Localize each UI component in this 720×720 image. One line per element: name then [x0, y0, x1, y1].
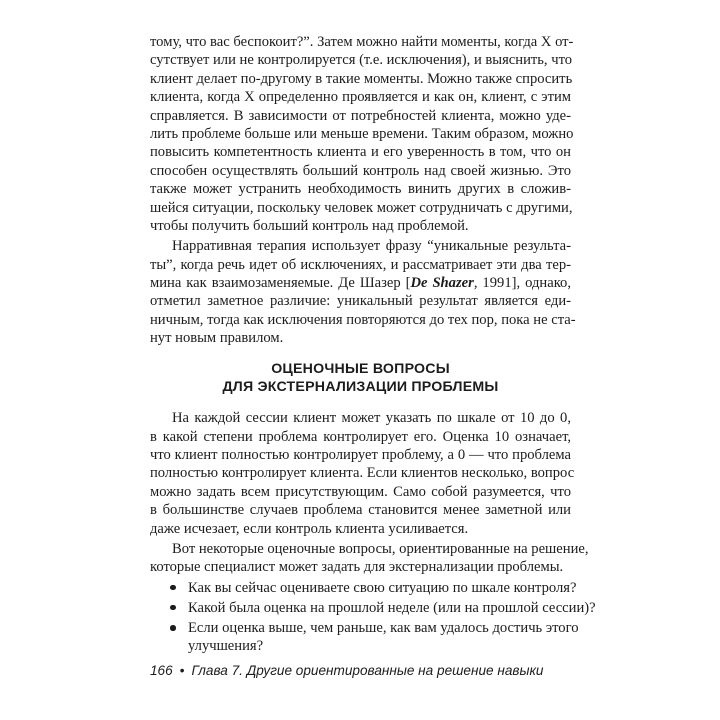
text-line: нут новым правилом.: [150, 330, 284, 347]
text-line: что клиент полностью контролирует проблему, а 0 — что проблема: [150, 447, 571, 464]
citation-author: De Shazer: [410, 275, 474, 292]
text-line: можно задать всем присутствующим. Само собой разумеется, что: [150, 483, 571, 500]
list-item-text: улучшения?: [188, 638, 264, 655]
text-line: клиента, когда X определенно проявляется и как он, клиент, с этим: [150, 89, 571, 106]
text-line-citation: [150, 273, 571, 293]
list-item-text: Какой была оценка на прошлой неделе (или на прошлой сессии)?: [188, 599, 596, 616]
section-heading-line2: ДЛЯ ЭКСТЕРНАЛИЗАЦИИ ПРОБЛЕМЫ: [222, 378, 499, 395]
text-line: которые специалист может задать для экстернализации проблемы.: [150, 559, 564, 576]
text-line: лить проблеме больше или меньше времени. Таким образом, можно: [150, 126, 574, 142]
bullet-icon: [170, 585, 176, 591]
chapter-title: Глава 7. Другие ориентированные на решение навыки: [191, 663, 544, 678]
text-line: шейся ситуации, поскольку человек может сотрудничать с другими,: [150, 199, 573, 216]
list-item-text: Как вы сейчас оцениваете свою ситуацию по шкале контроля?: [188, 579, 577, 596]
text-line: Вот некоторые оценочные вопросы, ориентированные на решение,: [172, 540, 589, 557]
text-line: даже исчезает, если контроль клиента усиливается.: [150, 520, 469, 537]
text-line: отметил заметное различие: уникальный результат является еди-: [150, 293, 571, 310]
list-item-text: Если оценка выше, чем раньше, как вам удалось достичь этого: [188, 620, 579, 637]
text-line: ты”, когда речь идет об исключениях, и рассматривает эти два тер-: [150, 256, 571, 273]
text-line: справляется. В зависимости от потребностей клиента, можно уде-: [150, 107, 571, 124]
text-line: способен осуществлять больший контроль над своей жизнью. Это: [150, 162, 571, 179]
text-line: ничным, тогда как исключения повторяются до тех пор, пока не ста-: [150, 311, 576, 328]
footer-separator: •: [179, 663, 185, 678]
text-fragment: , 1991], однако,: [473, 275, 571, 292]
text-line: повысить компетентность клиента и его уверенность в том, что он: [150, 144, 571, 161]
text-line: клиент делает по-другому в такие моменты. Можно также спросить: [150, 70, 573, 87]
text-line: в какой степени проблема контролирует его. Оценка 10 означает,: [150, 428, 571, 445]
section-heading-line1: ОЦЕНОЧНЫЕ ВОПРОСЫ: [271, 361, 450, 378]
text-line: тому, что вас беспокоит?”. Затем можно найти моменты, когда X от-: [150, 34, 574, 50]
text-line: чтобы получить больший контроль над проблемой.: [150, 218, 469, 234]
text-line: полностью контролирует клиента. Если клиентов несколько, вопрос: [150, 465, 575, 482]
bullet-icon: [170, 625, 176, 631]
text-line: сутствует или не контролируется (т.е. исключения), и выяснить, что: [150, 52, 573, 69]
text-line: На каждой сессии клиент может указать по шкале от 10 до 0,: [172, 410, 571, 427]
text-line: также может устранить необходимость винить других в сложив-: [150, 181, 571, 198]
text-fragment: мина как взаимозаменяемые. Де Шазер [: [150, 275, 411, 292]
page-number: 166: [150, 663, 173, 678]
page-footer: [150, 662, 543, 680]
text-line: Нарративная терапия использует фразу “уникальные результа-: [172, 238, 571, 255]
text-line: в большинстве случаев проблема становится менее заметной или: [150, 502, 571, 519]
bullet-icon: [170, 605, 176, 611]
